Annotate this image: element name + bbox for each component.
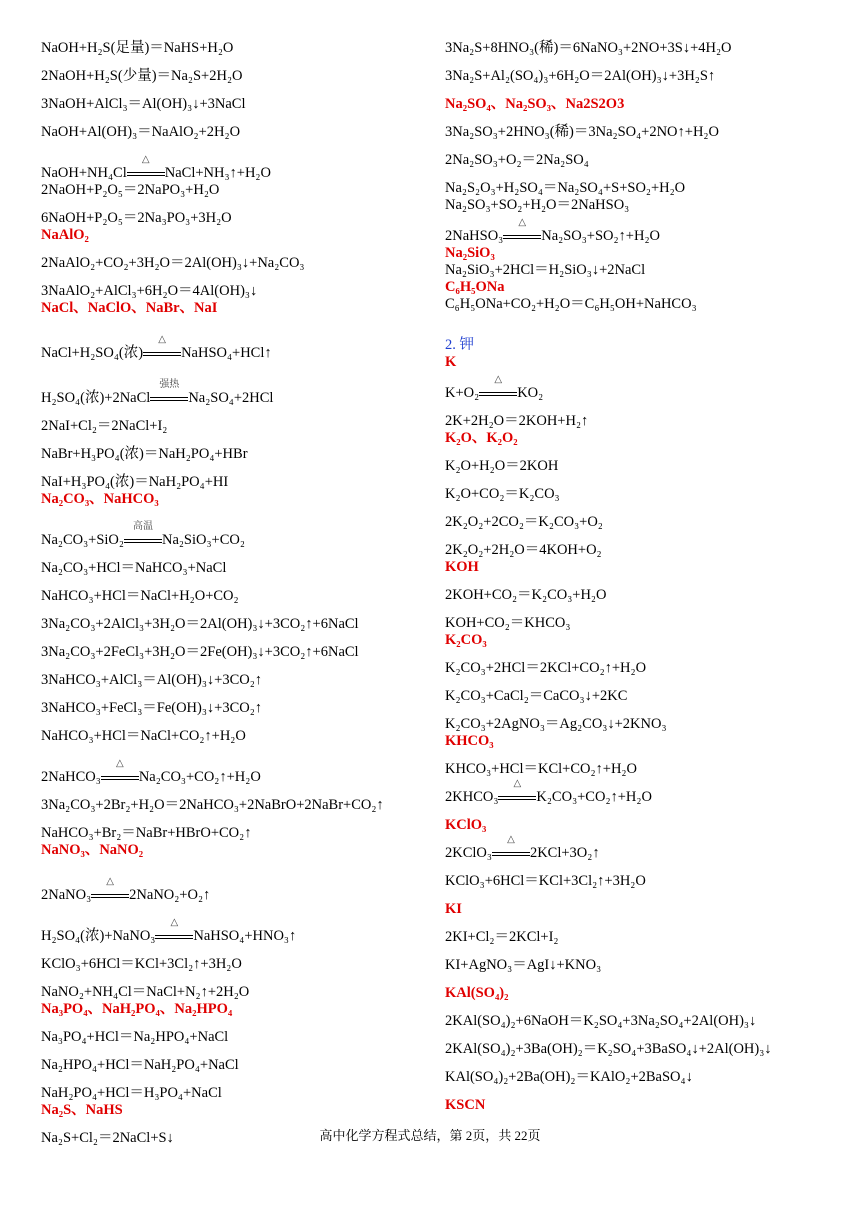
equation-line <box>445 262 845 279</box>
reaction-condition: 强热 <box>159 378 180 390</box>
equation-text: 3NaHCO₃+AlCl₃＝Al(OH)₃↓+3CO₂↑ <box>41 672 263 688</box>
section-heading <box>445 279 845 296</box>
equation-text: 3Na₂SO₃+2HNO₃(稀)＝3Na₂SO₄+2NO↑+H₂O <box>445 124 719 140</box>
equation-text: 3Na₂CO₃+2AlCl₃+3H₂O＝2Al(OH)₃↓+3CO₂↑+6NaCl <box>41 616 359 632</box>
equation-line <box>445 197 845 214</box>
equation-text: Na₂HPO₄+HCl＝NaH₂PO₄+NaCl <box>41 1057 239 1073</box>
equation-line <box>41 875 426 904</box>
equation-line <box>445 180 845 197</box>
equation-text: Na₂CO₃、NaHCO₃ <box>41 491 159 507</box>
reaction-condition-sign <box>503 216 541 243</box>
section-heading <box>445 96 845 113</box>
equation-line <box>41 616 426 633</box>
equation-line <box>41 1085 426 1102</box>
equation-text: C₆H₅ONa <box>445 279 505 295</box>
equation-text: K₂CO₃+2AgNO₃＝Ag₂CO₃↓+2KNO₃ <box>445 716 667 732</box>
reaction-condition: △ <box>115 757 124 769</box>
section-heading <box>445 632 845 649</box>
equation-line <box>445 40 845 57</box>
equation-text: NaBr+H₃PO₄(浓)＝NaH₂PO₄+HBr <box>41 446 248 462</box>
equation-text: 3NaHCO₃+FeCl₃＝Fe(OH)₃↓+3CO₂↑ <box>41 700 263 716</box>
equation-text: H₂SO₄(浓)+NaNO₃ <box>41 928 156 944</box>
reaction-condition: △ <box>494 373 503 385</box>
equation-text: K₂CO₃+CaCl₂＝CaCO₃↓+2KC <box>445 688 628 704</box>
equation-line <box>445 514 845 531</box>
equation-text: Na₂CO₃+SiO₂ <box>41 532 124 548</box>
equation-text: Na₃PO₄、NaH₂PO₄、Na₂HPO₄ <box>41 1001 233 1017</box>
equation-text: Na₂SO₄、Na₂SO₃、Na2S2O3 <box>445 96 625 112</box>
reaction-condition-sign <box>127 153 165 180</box>
equation-text: 2KClO₃ <box>445 845 492 861</box>
equation-text: NaOH+Al(OH)₃＝NaAlO₂+2H₂O <box>41 124 241 140</box>
equation-line <box>41 728 426 745</box>
equation-text: K₂CO₃+2HCl＝2KCl+CO₂↑+H₂O <box>445 660 647 676</box>
equation-line <box>445 1069 845 1086</box>
reaction-condition: △ <box>513 777 522 789</box>
reaction-condition: △ <box>158 333 166 345</box>
reaction-condition: △ <box>106 875 114 887</box>
equation-text: 2KCl+3O₂↑ <box>529 845 600 861</box>
equation-line <box>445 660 845 677</box>
equation-line <box>41 672 426 689</box>
equation-text: K₂O+CO₂＝K₂CO₃ <box>445 486 560 502</box>
equation-line <box>41 182 426 199</box>
equation-line <box>445 761 845 778</box>
equation-text: KAl(SO₄)₂+2Ba(OH)₂＝KAlO₂+2BaSO₄↓ <box>445 1069 693 1085</box>
equation-line <box>41 124 426 141</box>
reaction-condition-sign <box>91 875 129 902</box>
equation-text: KI+AgNO₃＝AgI↓+KNO₃ <box>445 957 602 973</box>
equation-line <box>41 797 426 814</box>
equation-text: NaCl、NaClO、NaBr、NaI <box>41 300 218 316</box>
section-heading <box>41 1001 426 1018</box>
equation-line <box>445 373 845 402</box>
equation-line <box>445 833 845 862</box>
equation-line <box>41 825 426 842</box>
equation-text: NaHCO₃+Br₂＝NaBr+HBrO+CO₂↑ <box>41 825 252 841</box>
equation-text: KAl(SO₄)₂ <box>445 985 509 1001</box>
equation-text: NaCl+NH₃↑+H₂O <box>164 165 271 181</box>
equation-line <box>445 1041 845 1058</box>
reaction-condition-sign <box>155 916 193 943</box>
equation-text: Na₂SiO₃+2HCl＝H₂SiO₃↓+2NaCl <box>445 262 646 278</box>
equation-line <box>445 716 845 733</box>
reaction-condition-sign <box>479 373 517 400</box>
equation-text: Na₂SO₄+2HCl <box>188 390 274 406</box>
equation-text: Na₂SO₃+SO₂↑+H₂O <box>541 228 660 244</box>
equation-line <box>41 153 426 182</box>
equation-text: NaNO₃、NaNO₂ <box>41 842 144 858</box>
equation-line <box>41 1057 426 1074</box>
section-heading <box>445 1097 845 1114</box>
section-heading <box>445 901 845 918</box>
section-heading <box>445 733 845 750</box>
equation-text: KI <box>445 901 462 917</box>
equation-text: KClO₃+6HCl＝KCl+3Cl₂↑+3H₂O <box>445 873 646 889</box>
equation-text: K+O₂ <box>445 385 480 401</box>
section-heading <box>445 559 845 576</box>
equation-text: 2NaHSO₃ <box>445 228 504 244</box>
reaction-condition-sign <box>124 520 162 547</box>
equation-line <box>445 587 845 604</box>
equation-text: NaAlO₂ <box>41 227 89 243</box>
equation-line <box>445 1013 845 1030</box>
equation-text: Na₂SiO₃+CO₂ <box>161 532 245 548</box>
equation-text: Na₂CO₃+HCl＝NaHCO₃+NaCl <box>41 560 227 576</box>
equation-text: 2K₂O₂+2CO₂＝K₂CO₃+O₂ <box>445 514 603 530</box>
reaction-condition: △ <box>507 833 515 845</box>
equation-text: NaOH+NH₄Cl <box>41 165 127 181</box>
equation-line <box>445 486 845 503</box>
equation-line <box>445 957 845 974</box>
equation-text: 2KHCO₃ <box>445 789 499 805</box>
equation-text: KClO₃+6HCl＝KCl+3Cl₂↑+3H₂O <box>41 956 242 972</box>
equation-text: 3Na₂CO₃+2Br₂+H₂O＝2NaHCO₃+2NaBrO+2NaBr+CO₂↑ <box>41 797 384 813</box>
equation-text: KOH <box>445 559 479 575</box>
equation-text: K <box>445 354 457 370</box>
equation-text: Na₂SO₃+SO₂+H₂O＝2NaHSO₃ <box>445 197 630 213</box>
equation-text: Na₂S₂O₃+H₂SO₄＝Na₂SO₄+S+SO₂+H₂O <box>445 180 686 196</box>
equation-text: K₂O、K₂O₂ <box>445 430 518 446</box>
equation-line <box>41 956 426 973</box>
equation-text: 2KAl(SO₄)₂+6NaOH＝K₂SO₄+3Na₂SO₄+2Al(OH)₃↓ <box>445 1013 757 1029</box>
equation-line <box>445 777 845 806</box>
equation-line <box>445 458 845 475</box>
equation-text: NaHSO₄+HNO₃↑ <box>193 928 297 944</box>
equation-line <box>445 873 845 890</box>
reaction-condition: △ <box>141 153 150 165</box>
equation-text: 2K+2H₂O＝2KOH+H₂↑ <box>445 413 589 429</box>
equation-text: C₆H₅ONa+CO₂+H₂O＝C₆H₅OH+NaHCO₃ <box>445 296 697 312</box>
equation-text: Na₃PO₄+HCl＝Na₂HPO₄+NaCl <box>41 1029 229 1045</box>
equation-text: NaHCO₃+HCl＝NaCl+H₂O+CO₂ <box>41 588 239 604</box>
section-heading <box>445 430 845 447</box>
equation-text: NaHCO₃+HCl＝NaCl+CO₂↑+H₂O <box>41 728 246 744</box>
equation-line <box>41 916 426 945</box>
reaction-condition: △ <box>518 216 527 228</box>
equation-text: Na₂S、NaHS <box>41 1102 123 1118</box>
equation-line <box>41 418 426 435</box>
reaction-condition-sign <box>143 333 181 360</box>
equation-text: NaHSO₄+HCl↑ <box>181 345 272 361</box>
reaction-condition-sign <box>492 833 530 860</box>
section-heading <box>41 227 426 244</box>
equation-text: Na₂SiO₃ <box>445 245 495 261</box>
section-heading <box>41 1102 426 1119</box>
equation-line <box>41 68 426 85</box>
equation-line <box>41 644 426 661</box>
equation-line <box>445 68 845 85</box>
equation-line <box>41 333 426 362</box>
equation-text: 2NaNO₃ <box>41 887 92 903</box>
equation-text: 3Na₂S+Al₂(SO₄)₃+6H₂O＝2Al(OH)₃↓+3H₂S↑ <box>445 68 716 84</box>
equation-text: 2NaHCO₃ <box>41 769 101 785</box>
section-heading <box>445 245 845 262</box>
equation-text: KHCO₃+HCl＝KCl+CO₂↑+H₂O <box>445 761 637 777</box>
equation-text: K₂O+H₂O＝2KOH <box>445 458 559 474</box>
equation-line <box>41 378 426 407</box>
equation-line <box>41 588 426 605</box>
equation-text: KClO₃ <box>445 817 487 833</box>
reaction-condition-sign <box>498 777 536 804</box>
equation-line <box>445 124 845 141</box>
equation-line <box>445 413 845 430</box>
equation-text: Na₂CO₃+CO₂↑+H₂O <box>138 769 261 785</box>
equation-text: 2KI+Cl₂＝2KCl+I₂ <box>445 929 559 945</box>
section-heading <box>445 985 845 1002</box>
right-column <box>445 40 845 1114</box>
equation-line <box>41 984 426 1001</box>
equation-text: 2NaNO₂+O₂↑ <box>129 887 211 903</box>
equation-line <box>445 929 845 946</box>
equation-line <box>445 615 845 632</box>
equation-text: 6NaOH+P₂O₅＝2Na₃PO₃+3H₂O <box>41 210 232 226</box>
equation-text: KSCN <box>445 1097 486 1113</box>
equation-line <box>41 96 426 113</box>
equation-text: NaNO₂+NH₄Cl＝NaCl+N₂↑+2H₂O <box>41 984 250 1000</box>
section-heading <box>41 491 426 508</box>
equation-line <box>41 757 426 786</box>
reaction-condition-sign <box>101 757 139 784</box>
equation-text: KOH+CO₂＝KHCO₃ <box>445 615 571 631</box>
equation-line <box>41 1029 426 1046</box>
equation-text: 2NaOH+H₂S(少量)＝Na₂S+2H₂O <box>41 68 243 84</box>
section-heading <box>41 842 426 859</box>
equation-text: 2KOH+CO₂＝K₂CO₃+H₂O <box>445 587 607 603</box>
equation-line <box>445 296 845 313</box>
equation-text: 2NaAlO₂+CO₂+3H₂O＝2Al(OH)₃↓+Na₂CO₃ <box>41 255 305 271</box>
equation-text: Na₂S+Cl₂＝2NaCl+S↓ <box>41 1130 174 1146</box>
reaction-condition: △ <box>170 916 179 928</box>
equation-line <box>41 446 426 463</box>
equation-text: 2KAl(SO₄)₂+3Ba(OH)₂＝K₂SO₄+3BaSO₄↓+2Al(OH)₃↓ <box>445 1041 772 1057</box>
chapter-heading <box>445 337 845 354</box>
section-heading <box>445 354 845 371</box>
equation-line <box>41 40 426 57</box>
equation-text: 3NaOH+AlCl₃＝Al(OH)₃↓+3NaCl <box>41 96 246 112</box>
equation-line <box>41 560 426 577</box>
equation-line <box>41 255 426 272</box>
equation-line <box>445 542 845 559</box>
equation-line <box>41 210 426 227</box>
equation-line <box>41 474 426 491</box>
equation-line <box>41 520 426 549</box>
equation-text: 2K₂O₂+2H₂O＝4KOH+O₂ <box>445 542 602 558</box>
reaction-condition-sign <box>150 378 188 405</box>
equation-text: 2NaI+Cl₂＝2NaCl+I₂ <box>41 418 168 434</box>
equation-text: 2NaOH+P₂O₅＝2NaPO₃+H₂O <box>41 182 220 198</box>
equation-text: NaI+H₃PO₄(浓)＝NaH₂PO₄+HI <box>41 474 229 490</box>
page-footer: 高中化学方程式总结，第 2页，共 22页 <box>319 1128 541 1143</box>
equation-text: H₂SO₄(浓)+2NaCl <box>41 390 151 406</box>
equation-line <box>445 216 845 245</box>
equation-text: 2. 钾 <box>445 337 474 353</box>
section-heading <box>445 817 845 834</box>
equation-text: K₂CO₃+CO₂↑+H₂O <box>536 789 652 805</box>
equation-text: KO₂ <box>517 385 544 401</box>
reaction-condition: 高温 <box>132 520 153 532</box>
equation-text: 2Na₂SO₃+O₂＝2Na₂SO₄ <box>445 152 589 168</box>
equation-text: NaOH+H₂S(足量)＝NaHS+H₂O <box>41 40 234 56</box>
equation-line <box>445 152 845 169</box>
equation-line <box>41 283 426 300</box>
equation-text: KHCO₃ <box>445 733 494 749</box>
left-column <box>41 40 426 1147</box>
equation-line <box>445 688 845 705</box>
equation-text: 3NaAlO₂+AlCl₃+6H₂O＝4Al(OH)₃↓ <box>41 283 258 299</box>
equation-text: K₂CO₃ <box>445 632 487 648</box>
section-heading <box>41 300 426 317</box>
equation-text: 3Na₂CO₃+2FeCl₃+3H₂O＝2Fe(OH)₃↓+3CO₂↑+6NaCl <box>41 644 359 660</box>
equation-text: NaH₂PO₄+HCl＝H₃PO₄+NaCl <box>41 1085 222 1101</box>
equation-text: 3Na₂S+8HNO₃(稀)＝6NaNO₃+2NO+3S↓+4H₂O <box>445 40 732 56</box>
equation-line <box>41 700 426 717</box>
equation-text: NaCl+H₂SO₄(浓) <box>41 345 144 361</box>
